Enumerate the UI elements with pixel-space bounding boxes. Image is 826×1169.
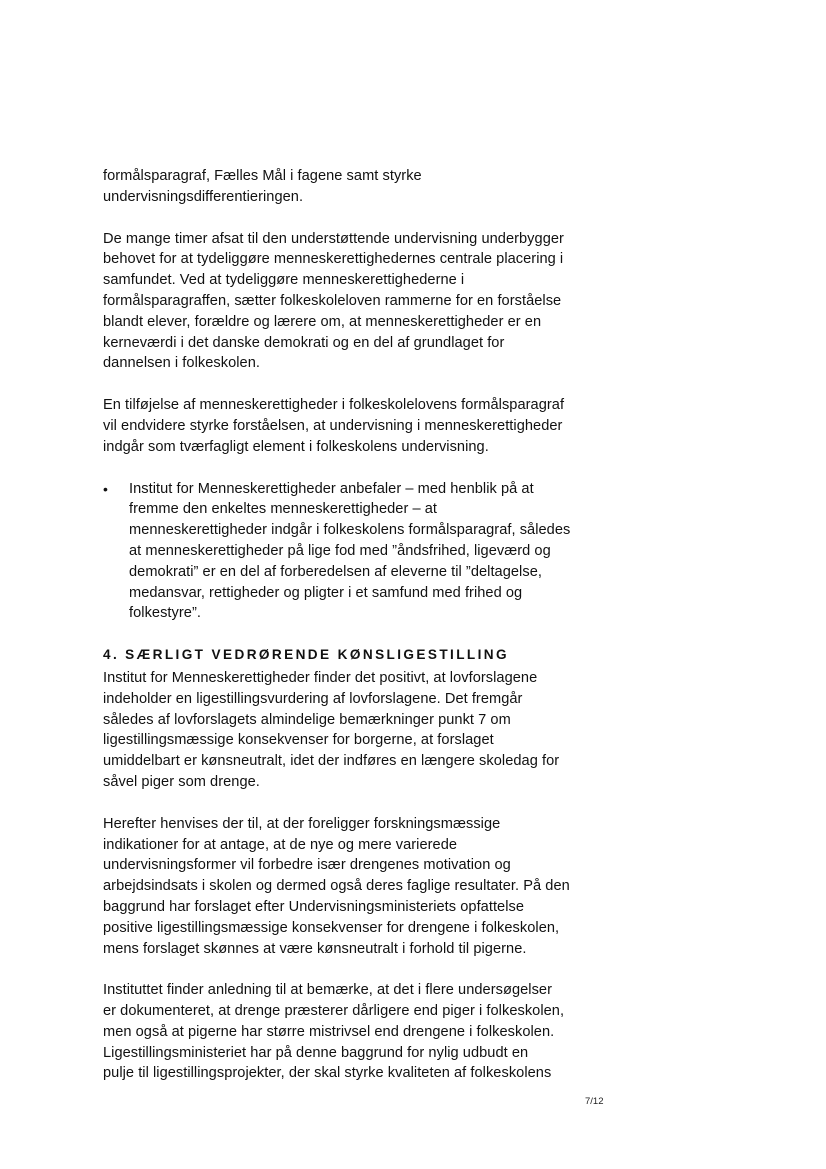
text-line: Institut for Menneskerettigheder anbefaler – med henblik på at: [129, 480, 534, 497]
text-line: Ligestillingsministeriet har på denne baggrund for nylig udbudt en: [103, 1044, 529, 1061]
text-line: behovet for at tydeliggøre menneskerettighedernes centrale placering i: [103, 251, 564, 268]
text-line: menneskerettigheder indgår i folkeskolens formålsparagraf, således: [129, 522, 571, 539]
recommendation-bullet: [103, 479, 583, 625]
text-line: Institut for Menneskerettigheder finder det positivt, at lovforslagene: [103, 669, 538, 686]
text-line: baggrund har forslaget efter Undervisningsministeriets opfattelse: [103, 898, 525, 915]
paragraph-supporting-teaching: [103, 229, 583, 375]
text-line: positive ligestillingsmæssige konsekvenser for drengene i folkeskolen,: [103, 919, 560, 936]
text-line: undervisningsdifferentieringen.: [103, 188, 304, 205]
text-line: samfundet. Ved at tydeliggøre menneskerettighederne i: [103, 272, 465, 289]
text-line: men også at pigerne har større mistrivsel end drengene i folkeskolen.: [103, 1023, 555, 1040]
text-line: folkestyre”.: [129, 605, 201, 622]
text-line: ligestillingsmæssige konsekvenser for borgerne, at forslaget: [103, 732, 494, 749]
text-line: indeholder en ligestillingsvurdering af lovforslagene. Det fremgår: [103, 690, 523, 707]
text-line: Herefter henvises der til, at der foreligger forskningsmæssige: [103, 815, 501, 832]
text-line: indgår som tværfagligt element i folkeskolens undervisning.: [103, 438, 489, 455]
text-line: umiddelbart er kønsneutralt, idet der indføres en længere skoledag for: [103, 753, 560, 770]
section-title: SÆRLIGT VEDRØRENDE KØNSLIGESTILLING: [125, 647, 509, 663]
text-line: dannelsen i folkeskolen.: [103, 355, 260, 372]
text-line: arbejdsindsats i skolen og dermed også deres faglige resultater. På den: [103, 878, 570, 895]
text-line: Instituttet finder anledning til at bemærke, at det i flere undersøgelser: [103, 982, 552, 999]
text-line: En tilføjelse af menneskerettigheder i folkeskolelovens formålsparagraf: [103, 397, 565, 414]
document-body: [103, 166, 583, 1105]
page-number: 7/12: [585, 1096, 604, 1107]
text-line: er dokumenteret, at drenge præsterer dårligere end piger i folkeskolen,: [103, 1003, 565, 1020]
text-line: at menneskerettigheder på lige fod med ”åndsfrihed, ligeværd og: [129, 542, 551, 559]
bullet-icon: •: [103, 480, 108, 497]
text-line: såvel piger som drenge.: [103, 773, 260, 790]
text-line: vil endvidere styrke forståelsen, at undervisning i menneskerettigheder: [103, 417, 563, 434]
recommendation-text: [129, 479, 583, 625]
paragraph-intro-continuation: [103, 166, 583, 208]
paragraph-purpose-clause: [103, 395, 583, 457]
text-line: mens forslaget skønnes at være kønsneutralt i forhold til pigerne.: [103, 940, 527, 957]
text-line: fremme den enkeltes menneskerettigheder – at: [129, 501, 438, 518]
paragraph-institute-remarks: [103, 980, 583, 1084]
paragraph-gender-assessment: [103, 668, 583, 793]
text-line: demokrati” er en del af forberedelsen af eleverne til ”deltagelse,: [129, 563, 542, 580]
text-line: undervisningsformer vil forbedre især drengenes motivation og: [103, 857, 511, 874]
text-line: De mange timer afsat til den understøttende undervisning underbygger: [103, 230, 564, 247]
section-number: 4.: [103, 647, 120, 663]
text-line: således af lovforslagets almindelige bemærkninger punkt 7 om: [103, 711, 511, 728]
text-line: indikationer for at antage, at de nye og mere varierede: [103, 836, 458, 853]
text-line: pulje til ligestillingsprojekter, der skal styrke kvaliteten af folkeskolens: [103, 1065, 552, 1082]
text-line: formålsparagraffen, sætter folkeskoleloven rammerne for en forståelse: [103, 292, 562, 309]
text-line: kerneværdi i det danske demokrati og en del af grundlaget for: [103, 334, 505, 351]
text-line: medansvar, rettigheder og pligter i et samfund med frihed og: [129, 584, 523, 601]
text-line: blandt elever, forældre og lærere om, at menneskerettigheder er en: [103, 313, 542, 330]
text-line: formålsparagraf, Fælles Mål i fagene samt styrke: [103, 168, 422, 184]
paragraph-research-indications: [103, 814, 583, 960]
section-heading: [103, 645, 583, 666]
